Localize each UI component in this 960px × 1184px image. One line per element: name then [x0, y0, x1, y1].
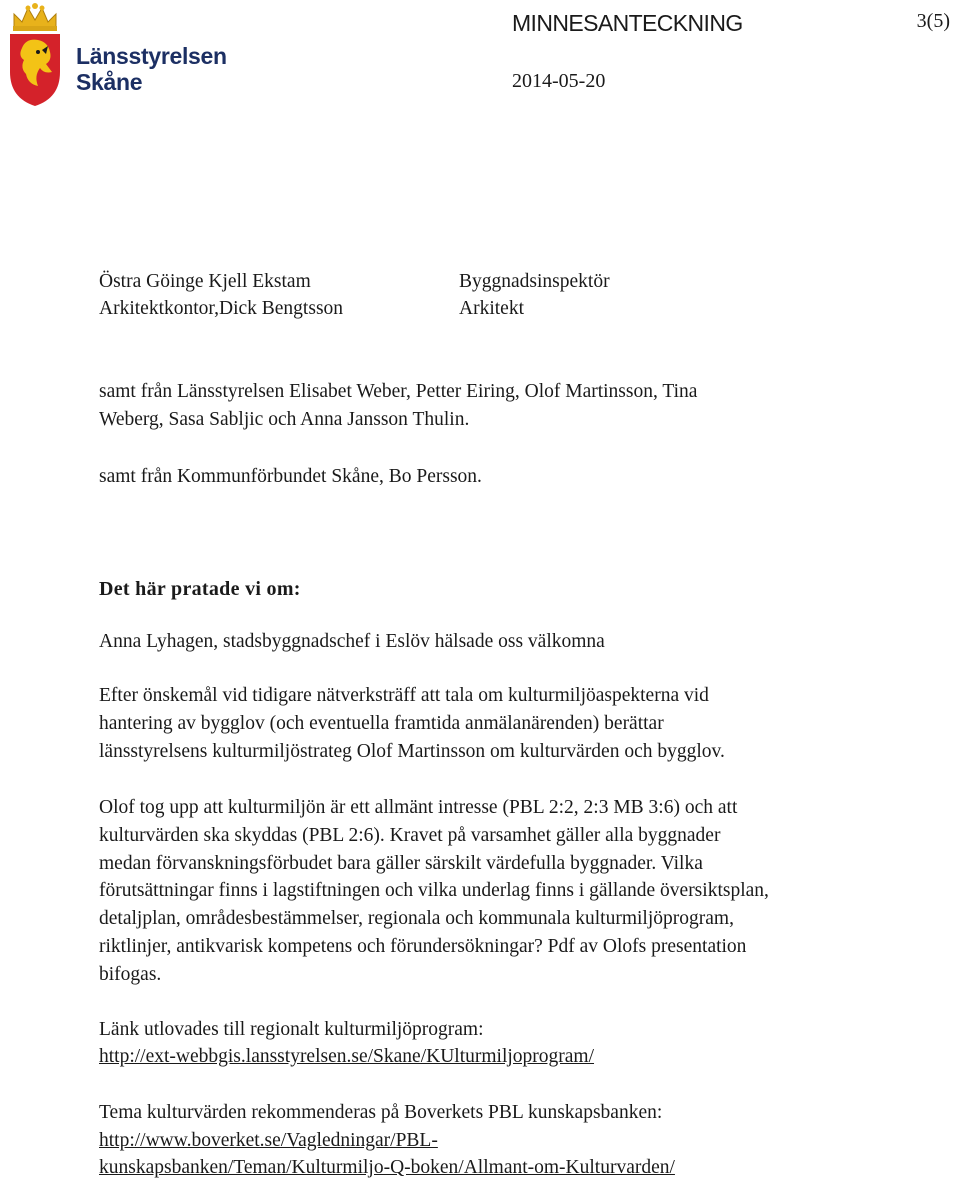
- logo-text-line2: Skåne: [76, 69, 143, 95]
- paragraph-line: länsstyrelsens kulturmiljöstrateg Olof Martinsson om kulturvärden och bygglov.: [99, 741, 725, 762]
- participant-name: Östra Göinge Kjell Ekstam: [99, 271, 311, 292]
- paragraph-line: förutsättningar finns i lagstiftningen och vilka underlag finns i gällande översiktsplan,: [99, 880, 769, 901]
- document-type: MINNESANTECKNING: [512, 10, 743, 36]
- paragraph-line: samt från Kommunförbundet Skåne, Bo Persson.: [99, 466, 482, 487]
- paragraph-line: samt från Länsstyrelsen Elisabet Weber, Petter Eiring, Olof Martinsson, Tina: [99, 381, 698, 402]
- paragraph-line: kulturvärden ska skyddas (PBL 2:6). Kravet på varsamhet gäller alla byggnader: [99, 825, 721, 846]
- lansstyrelsen-logo: [4, 2, 244, 110]
- paragraph-line: detaljplan, områdesbestämmelser, regionala och kommunala kulturmiljöprogram,: [99, 908, 734, 929]
- boverket-link-line2[interactable]: kunskapsbanken/Teman/Kulturmiljo-Q-boken/Allmant-om-Kulturvarden/: [99, 1157, 675, 1178]
- paragraph-line: riktlinjer, antikvarisk kompetens och förundersökningar? Pdf av Olofs presentation: [99, 936, 747, 957]
- paragraph-line: medan förvanskningsförbudet bara gäller särskilt värdefulla byggnader. Vilka: [99, 853, 703, 874]
- document-date: 2014-05-20: [512, 70, 606, 92]
- logo-text-line1: Länsstyrelsen: [76, 43, 227, 69]
- paragraph-line: hantering av bygglov (och eventuella framtida anmälanärenden) berättar: [99, 713, 664, 734]
- paragraph-line: Tema kulturvärden rekommenderas på Boverkets PBL kunskapsbanken:: [99, 1102, 663, 1123]
- paragraph-line: bifogas.: [99, 964, 162, 985]
- kulturmiljoprogram-link[interactable]: http://ext-webbgis.lansstyrelsen.se/Skane/KUlturmiljoprogram/: [99, 1046, 595, 1067]
- boverket-link-line1[interactable]: http://www.boverket.se/Vagledningar/PBL-: [99, 1130, 438, 1151]
- participant-role: Byggnadsinspektör: [459, 271, 610, 292]
- paragraph-line: Weberg, Sasa Sabljic och Anna Jansson Thulin.: [99, 409, 470, 430]
- paragraph-line: Efter önskemål vid tidigare nätverksträff att tala om kulturmiljöaspekterna vid: [99, 685, 709, 706]
- page-number: 3(5): [916, 10, 950, 32]
- paragraph-line: Länk utlovades till regionalt kulturmiljöprogram:: [99, 1019, 484, 1040]
- section-heading: Det här pratade vi om:: [99, 578, 301, 600]
- paragraph-line: Anna Lyhagen, stadsbyggnadschef i Eslöv hälsade oss välkomna: [99, 631, 605, 652]
- participant-name: Arkitektkontor,Dick Bengtsson: [99, 298, 344, 319]
- paragraph-line: Olof tog upp att kulturmiljön är ett allmänt intresse (PBL 2:2, 2:3 MB 3:6) och att: [99, 797, 738, 818]
- coat-of-arms-icon: [4, 2, 66, 108]
- participant-role: Arkitekt: [459, 298, 524, 319]
